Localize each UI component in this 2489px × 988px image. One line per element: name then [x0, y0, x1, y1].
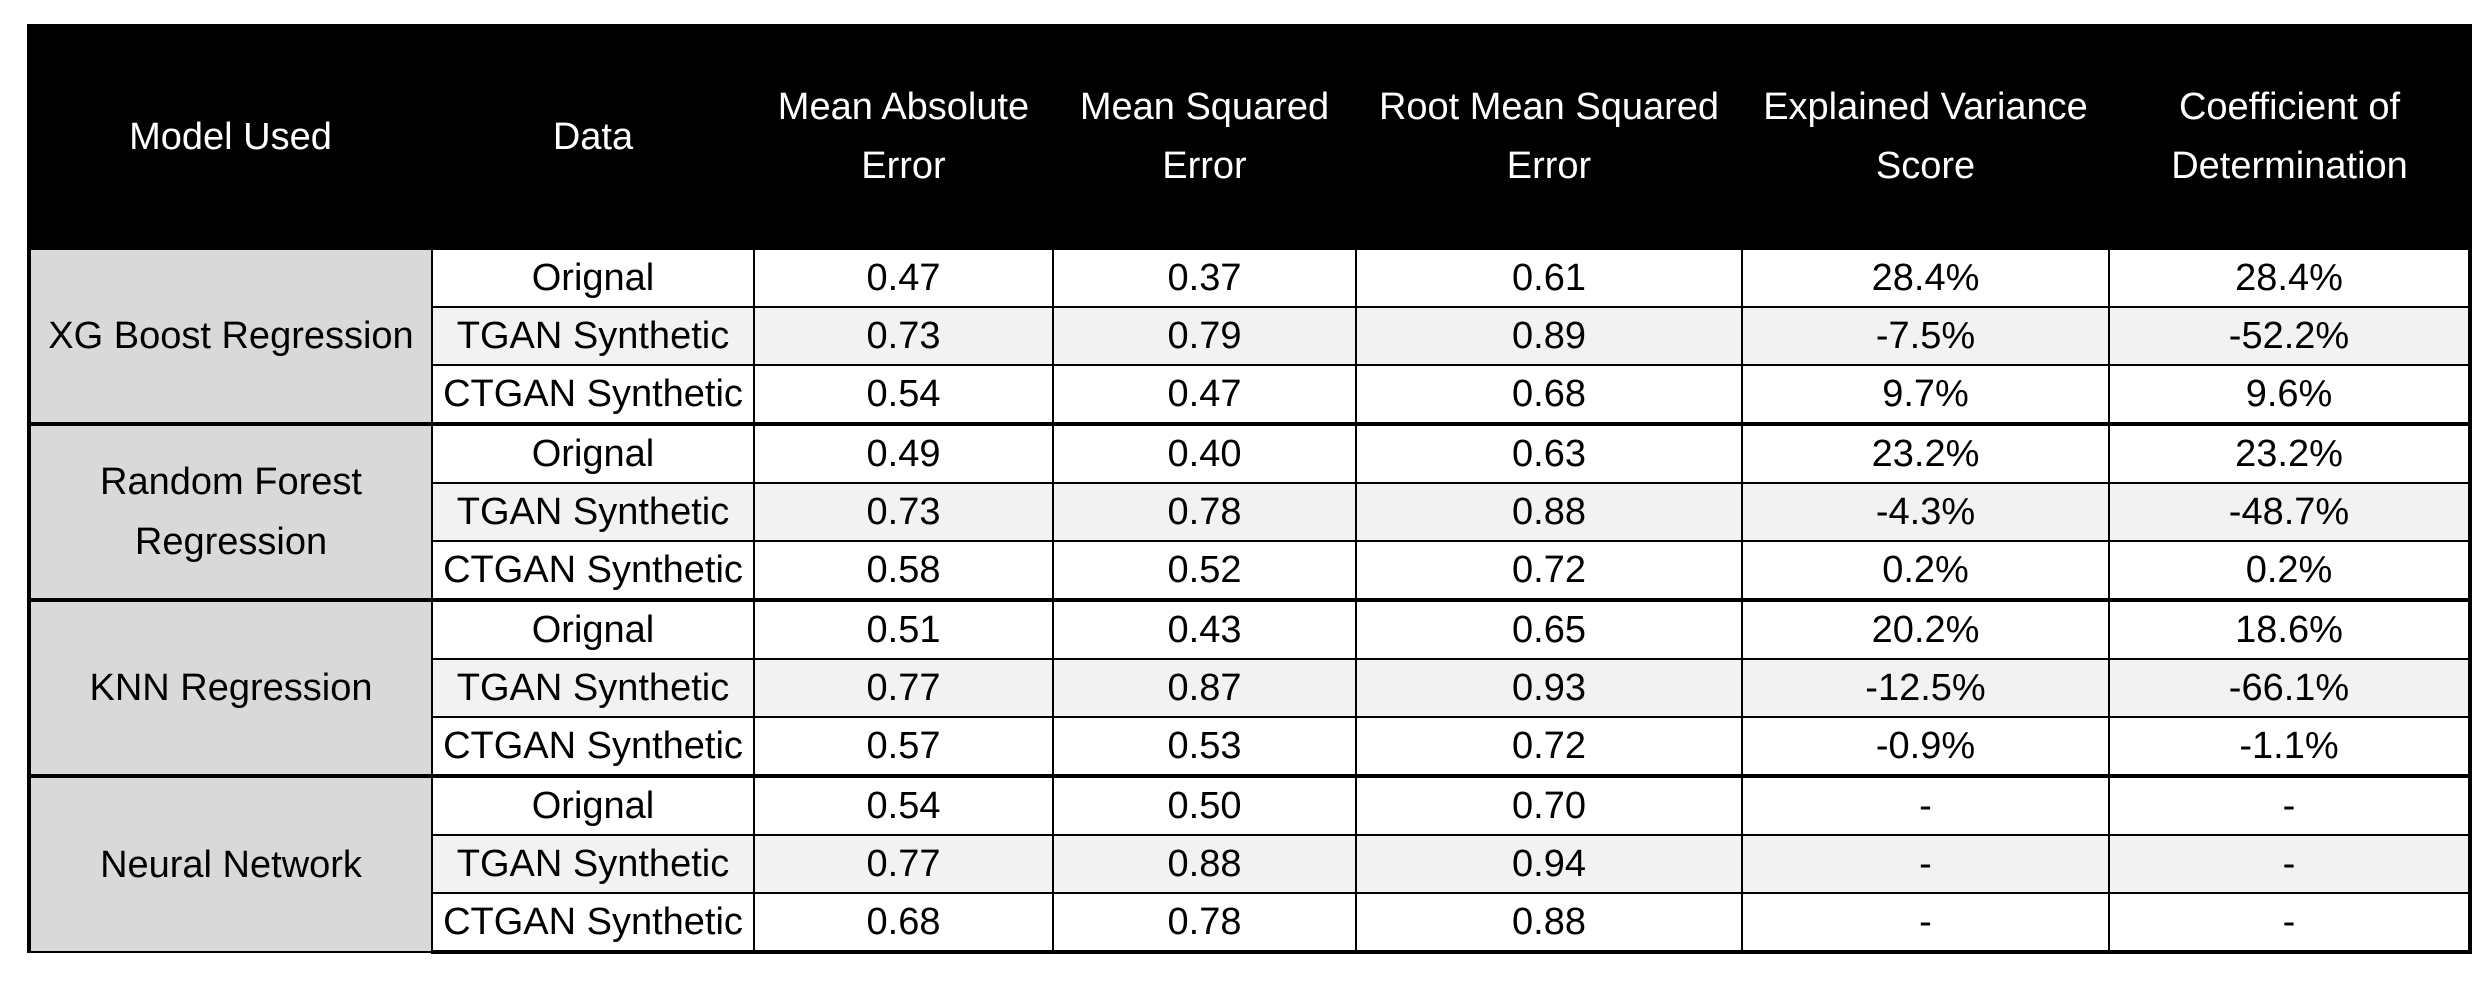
- data-source-cell: TGAN Synthetic: [432, 307, 754, 365]
- table-row: [29, 424, 2470, 483]
- table-row: [29, 776, 2470, 835]
- rmse-cell: 0.61: [1356, 248, 1742, 307]
- explained-variance-cell: 20.2%: [1742, 600, 2109, 659]
- mae-cell: 0.73: [754, 307, 1053, 365]
- rmse-cell: 0.93: [1356, 659, 1742, 717]
- rmse-cell: 0.63: [1356, 424, 1742, 483]
- explained-variance-cell: -0.9%: [1742, 717, 2109, 776]
- explained-variance-cell: -12.5%: [1742, 659, 2109, 717]
- table-header: [29, 26, 2470, 248]
- rmse-cell: 0.70: [1356, 776, 1742, 835]
- r2-cell: -1.1%: [2109, 717, 2470, 776]
- model-name-cell: KNN Regression: [29, 600, 432, 776]
- r2-cell: 0.2%: [2109, 541, 2470, 600]
- mae-cell: 0.58: [754, 541, 1053, 600]
- data-source-cell: TGAN Synthetic: [432, 483, 754, 541]
- r2-cell: -48.7%: [2109, 483, 2470, 541]
- rmse-cell: 0.88: [1356, 893, 1742, 952]
- header-rmse: Root Mean Squared Error: [1356, 26, 1742, 248]
- r2-cell: -: [2109, 893, 2470, 952]
- r2-cell: 28.4%: [2109, 248, 2470, 307]
- mae-cell: 0.68: [754, 893, 1053, 952]
- header-evs: Explained Variance Score: [1742, 26, 2109, 248]
- mse-cell: 0.53: [1053, 717, 1356, 776]
- rmse-cell: 0.72: [1356, 541, 1742, 600]
- header-mse: Mean Squared Error: [1053, 26, 1356, 248]
- table-body: [29, 248, 2470, 952]
- mae-cell: 0.77: [754, 835, 1053, 893]
- rmse-cell: 0.88: [1356, 483, 1742, 541]
- mae-cell: 0.47: [754, 248, 1053, 307]
- r2-cell: -66.1%: [2109, 659, 2470, 717]
- explained-variance-cell: -: [1742, 776, 2109, 835]
- r2-cell: -: [2109, 776, 2470, 835]
- data-source-cell: CTGAN Synthetic: [432, 365, 754, 424]
- explained-variance-cell: 23.2%: [1742, 424, 2109, 483]
- mae-cell: 0.54: [754, 776, 1053, 835]
- results-table-container: [27, 24, 2468, 954]
- data-source-cell: TGAN Synthetic: [432, 835, 754, 893]
- data-source-cell: Orignal: [432, 248, 754, 307]
- data-source-cell: CTGAN Synthetic: [432, 717, 754, 776]
- mse-cell: 0.37: [1053, 248, 1356, 307]
- mse-cell: 0.50: [1053, 776, 1356, 835]
- data-source-cell: Orignal: [432, 776, 754, 835]
- r2-cell: 23.2%: [2109, 424, 2470, 483]
- explained-variance-cell: 28.4%: [1742, 248, 2109, 307]
- header-r2: Coefficient of Determination: [2109, 26, 2470, 248]
- mae-cell: 0.77: [754, 659, 1053, 717]
- explained-variance-cell: -4.3%: [1742, 483, 2109, 541]
- mse-cell: 0.40: [1053, 424, 1356, 483]
- mse-cell: 0.43: [1053, 600, 1356, 659]
- r2-cell: -52.2%: [2109, 307, 2470, 365]
- rmse-cell: 0.65: [1356, 600, 1742, 659]
- data-source-cell: Orignal: [432, 600, 754, 659]
- mae-cell: 0.57: [754, 717, 1053, 776]
- header-model-used: Model Used: [29, 26, 432, 248]
- mae-cell: 0.49: [754, 424, 1053, 483]
- mse-cell: 0.47: [1053, 365, 1356, 424]
- model-name-cell: Neural Network: [29, 776, 432, 952]
- results-table: [27, 24, 2472, 954]
- mse-cell: 0.52: [1053, 541, 1356, 600]
- explained-variance-cell: -7.5%: [1742, 307, 2109, 365]
- rmse-cell: 0.89: [1356, 307, 1742, 365]
- explained-variance-cell: 0.2%: [1742, 541, 2109, 600]
- r2-cell: 9.6%: [2109, 365, 2470, 424]
- explained-variance-cell: -: [1742, 835, 2109, 893]
- data-source-cell: CTGAN Synthetic: [432, 541, 754, 600]
- mae-cell: 0.73: [754, 483, 1053, 541]
- r2-cell: -: [2109, 835, 2470, 893]
- explained-variance-cell: -: [1742, 893, 2109, 952]
- mse-cell: 0.87: [1053, 659, 1356, 717]
- model-name-cell: Random Forest Regression: [29, 424, 432, 600]
- explained-variance-cell: 9.7%: [1742, 365, 2109, 424]
- mse-cell: 0.79: [1053, 307, 1356, 365]
- mae-cell: 0.51: [754, 600, 1053, 659]
- rmse-cell: 0.72: [1356, 717, 1742, 776]
- data-source-cell: Orignal: [432, 424, 754, 483]
- data-source-cell: TGAN Synthetic: [432, 659, 754, 717]
- mse-cell: 0.88: [1053, 835, 1356, 893]
- mae-cell: 0.54: [754, 365, 1053, 424]
- header-data: Data: [432, 26, 754, 248]
- mse-cell: 0.78: [1053, 893, 1356, 952]
- table-row: [29, 600, 2470, 659]
- rmse-cell: 0.94: [1356, 835, 1742, 893]
- rmse-cell: 0.68: [1356, 365, 1742, 424]
- mse-cell: 0.78: [1053, 483, 1356, 541]
- table-row: [29, 248, 2470, 307]
- data-source-cell: CTGAN Synthetic: [432, 893, 754, 952]
- header-mae: Mean Absolute Error: [754, 26, 1053, 248]
- header-row: [29, 26, 2470, 248]
- model-name-cell: XG Boost Regression: [29, 248, 432, 424]
- r2-cell: 18.6%: [2109, 600, 2470, 659]
